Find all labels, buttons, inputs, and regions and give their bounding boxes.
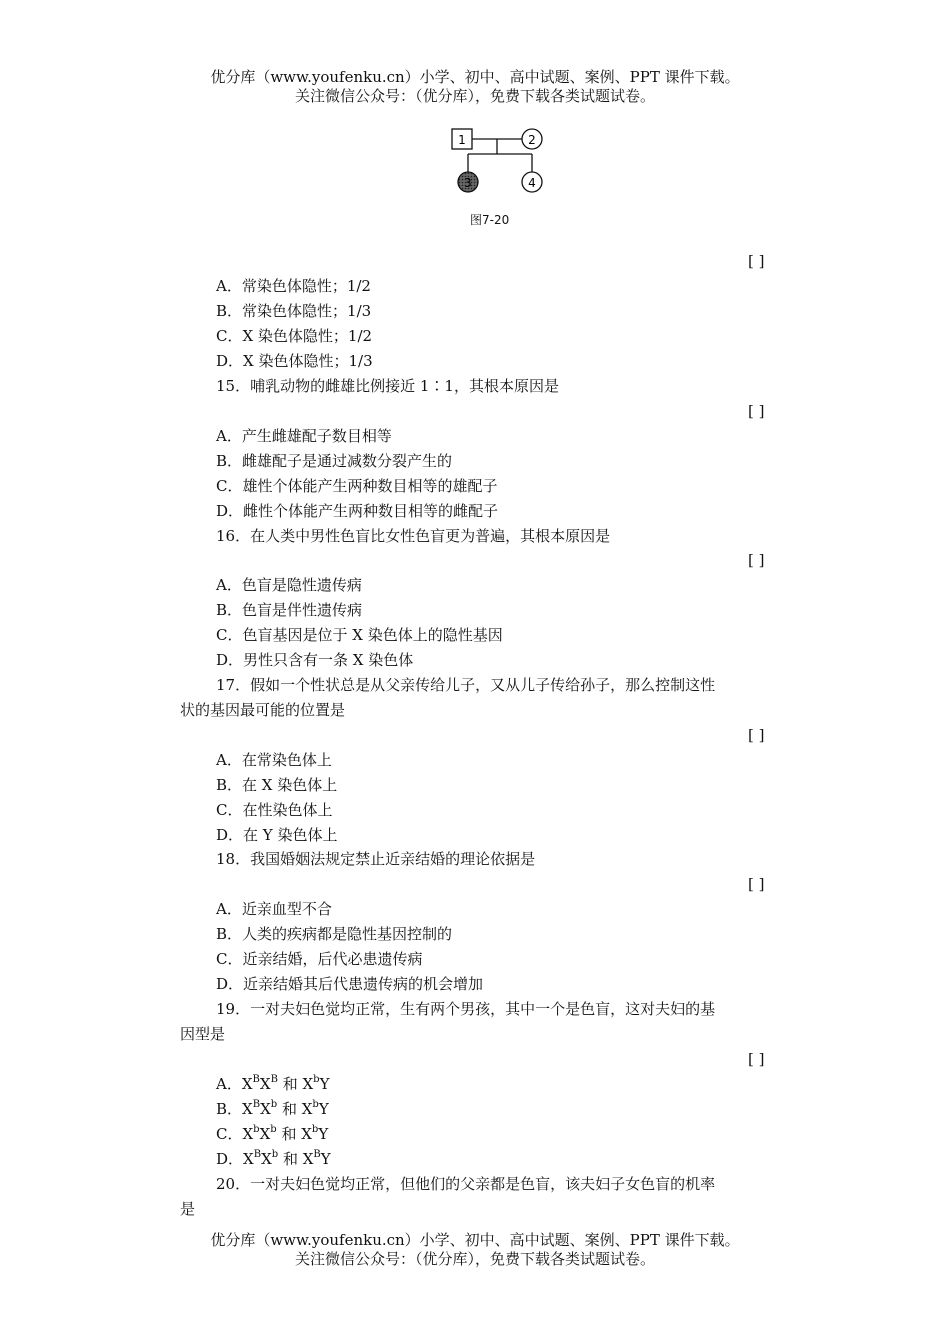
page-header-line1: 优分库（www.youfenku.cn）小学、初中、高中试题、案例、PPT 课件下载。 [210, 68, 740, 86]
q17-option-b: B．在 X 染色体上 [216, 776, 338, 794]
q18-option-a: A．近亲血型不合 [216, 900, 332, 918]
page-footer-line2: 关注微信公众号：（优分库），免费下载各类试题试卷。 [294, 1250, 655, 1268]
answer-bracket: [ ] [748, 402, 765, 420]
q16-option-a: A．色盲是隐性遗传病 [216, 576, 362, 594]
answer-bracket: [ ] [748, 875, 765, 893]
answer-bracket: [ ] [748, 551, 765, 569]
pedigree-label-2: 2 [528, 133, 536, 147]
pedigree-label-3: 3 [464, 176, 472, 190]
q19-option-b: B．$X^BX^b$ 和 $X^bY$ [216, 1099, 329, 1118]
q18-stem: 18．我国婚姻法规定禁止近亲结婚的理论依据是 [216, 850, 536, 868]
page-footer-line1: 优分库（www.youfenku.cn）小学、初中、高中试题、案例、PPT 课件下载。 [210, 1231, 740, 1249]
q15-option-c: C．雄性个体能产生两种数目相等的雄配子 [216, 477, 498, 495]
q18-option-b: B．人类的疾病都是隐性基因控制的 [216, 925, 453, 943]
q16-stem: 16．在人类中男性色盲比女性色盲更为普遍，其根本原因是 [216, 527, 611, 545]
q18-option-c: C．近亲结婚，后代必患遗传病 [216, 950, 423, 968]
q19-stem-line1: 19．一对夫妇色觉均正常，生有两个男孩，其中一个是色盲，这对夫妇的基 [216, 1000, 716, 1018]
q19-option-d: D．$X^BX^b$ 和 $X^BY$ [216, 1149, 331, 1168]
q16-option-c: C．色盲基因是位于 X 染色体上的隐性基因 [216, 626, 503, 644]
q19-option-c: C．$X^bX^b$ 和 $X^bY$ [216, 1124, 329, 1143]
figure-caption: 图7-20 [470, 213, 510, 227]
pedigree-label-1: 1 [458, 133, 466, 147]
q19-stem-line2: 因型是 [180, 1025, 226, 1043]
q16-option-b: B．色盲是伴性遗传病 [216, 601, 363, 619]
answer-bracket: [ ] [748, 726, 765, 744]
q17-option-a: A．在常染色体上 [216, 751, 332, 769]
answer-bracket: [ ] [748, 252, 765, 270]
q19-option-a: A．$X^BX^B$ 和 $X^bY$ [216, 1074, 330, 1093]
q16-option-d: D．男性只含有一条 X 染色体 [216, 651, 414, 669]
q17-stem-line1: 17．假如一个性状总是从父亲传给儿子，又从儿子传给孙子，那么控制这性 [216, 676, 716, 694]
answer-bracket: [ ] [748, 1050, 765, 1068]
q17-stem-line2: 状的基因最可能的位置是 [180, 701, 346, 719]
page-header-line2: 关注微信公众号：（优分库），免费下载各类试题试卷。 [294, 87, 655, 105]
pedigree-label-4: 4 [528, 176, 536, 190]
q14-option-a: A．常染色体隐性；1/2 [216, 277, 371, 295]
pedigree-figure [440, 124, 550, 204]
q15-option-b: B．雌雄配子是通过减数分裂产生的 [216, 452, 453, 470]
q15-stem: 15．哺乳动物的雌雄比例接近 1∶1，其根本原因是 [216, 377, 559, 395]
q15-option-a: A．产生雌雄配子数目相等 [216, 427, 392, 445]
q18-option-d: D．近亲结婚其后代患遗传病的机会增加 [216, 975, 484, 993]
q20-stem-line1: 20．一对夫妇色觉均正常，但他们的父亲都是色盲，该夫妇子女色盲的机率 [216, 1175, 716, 1193]
q14-option-d: D．X 染色体隐性；1/3 [216, 352, 373, 370]
q17-option-c: C．在性染色体上 [216, 801, 333, 819]
q15-option-d: D．雌性个体能产生两种数目相等的雌配子 [216, 502, 499, 520]
q20-stem-line2: 是 [180, 1200, 196, 1218]
q17-option-d: D．在 Y 染色体上 [216, 826, 338, 844]
q14-option-b: B．常染色体隐性；1/3 [216, 302, 372, 320]
q14-option-c: C．X 染色体隐性；1/2 [216, 327, 373, 345]
